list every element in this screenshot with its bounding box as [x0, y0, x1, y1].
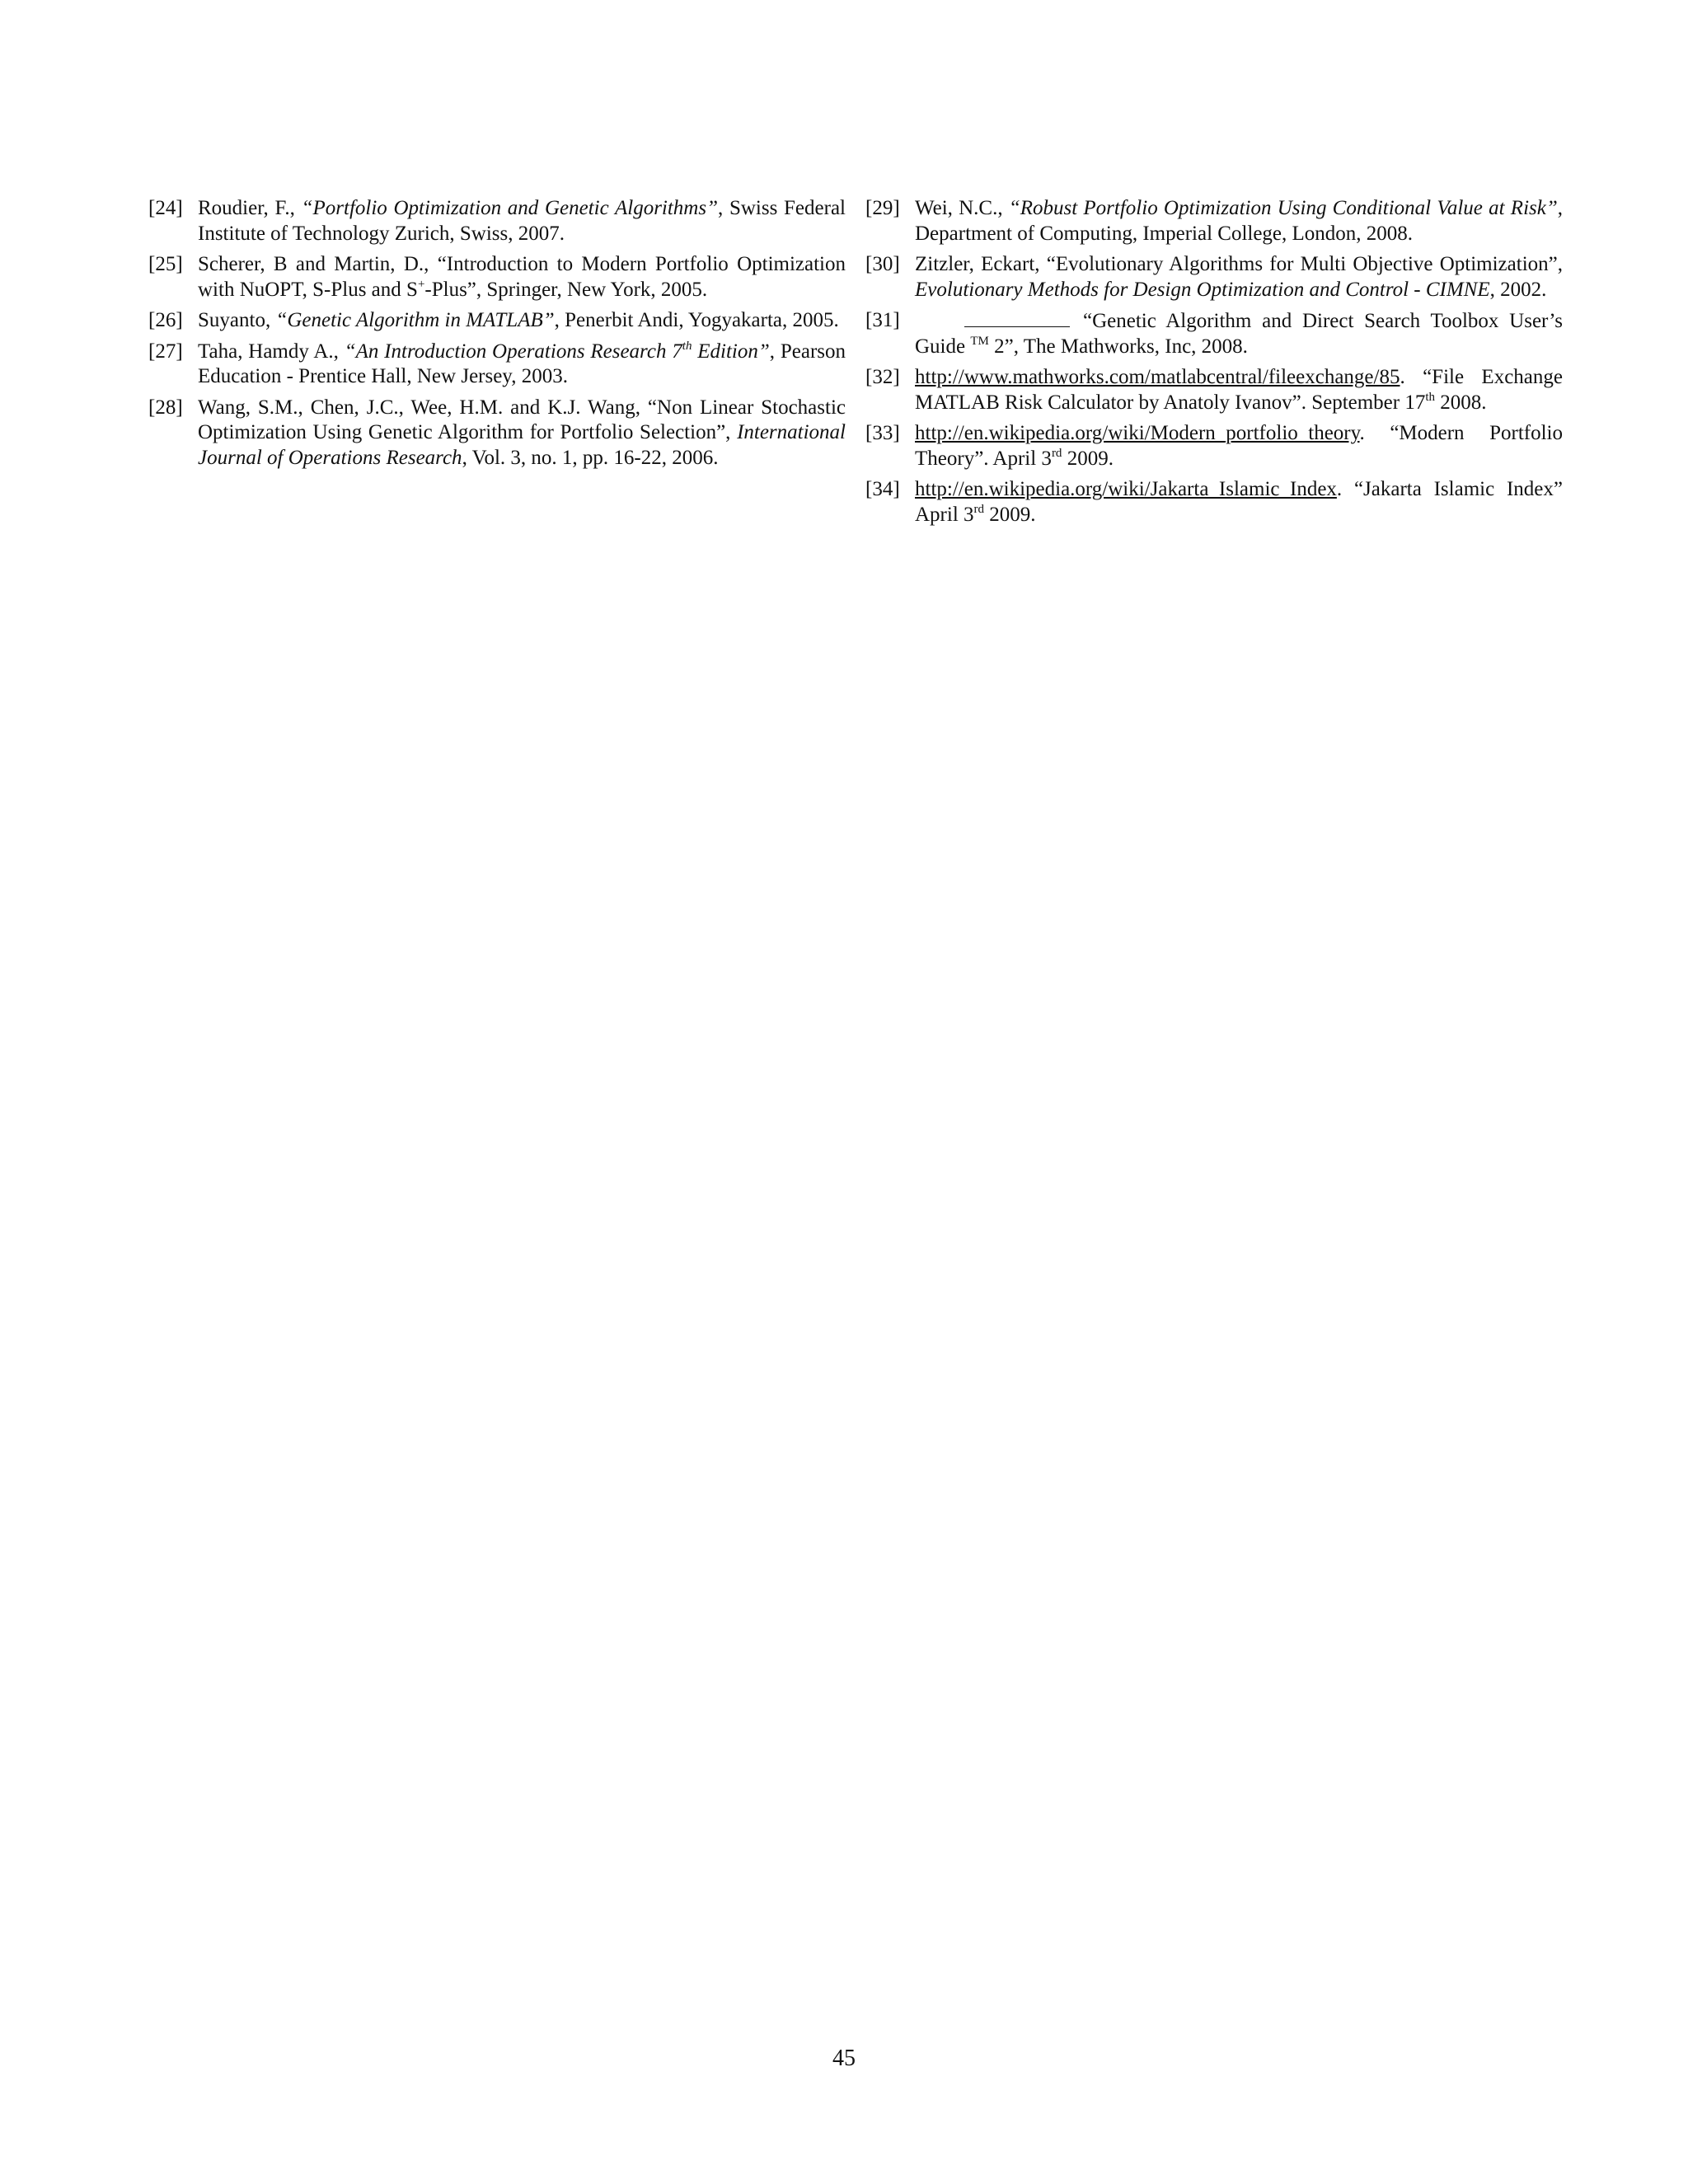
reference-30: [865, 252, 1563, 302]
reference-title: “Genetic Algorithm in MATLAB”: [275, 309, 555, 331]
superscript: +: [417, 277, 425, 291]
reference-text: http://en.wikipedia.org/wiki/Modern_portfolio_theory. “Modern Portfolio Theory”. April 3rd 2009.: [915, 422, 1563, 470]
reference-number: [30]: [865, 253, 900, 275]
reference-32: [865, 365, 1563, 415]
reference-number: [26]: [148, 309, 183, 331]
reference-text: “Genetic Algorithm and Direct Search Toolbox User’s Guide ™ 2”, The Mathworks, Inc, 2008.: [915, 310, 1563, 358]
reference-number: [29]: [865, 197, 900, 219]
reference-33: [865, 421, 1563, 471]
superscript: rd: [1051, 446, 1062, 460]
reference-link[interactable]: http://www.mathworks.com/matlabcentral/fileexchange/85: [915, 366, 1400, 388]
reference-24: [148, 196, 846, 246]
reference-number: [25]: [148, 253, 183, 275]
reference-text: http://www.mathworks.com/matlabcentral/fileexchange/85. “File Exchange MATLAB Risk Calculator by Anatoly Ivanov”. September 17th 2008.: [915, 366, 1563, 414]
reference-26: [148, 308, 846, 334]
reference-number: [28]: [148, 396, 183, 419]
reference-number: [34]: [865, 478, 900, 500]
reference-title: “Robust Portfolio Optimization Using Conditional Value at Risk”: [1008, 197, 1558, 219]
reference-journal: Evolutionary Methods for Design Optimization and Control - CIMNE: [915, 278, 1490, 301]
reference-number: [31]: [865, 309, 900, 331]
reference-link[interactable]: http://en.wikipedia.org/wiki/Modern_portfolio_theory: [915, 422, 1360, 444]
author-blank-line: [964, 308, 1070, 327]
reference-number: [33]: [865, 422, 900, 444]
reference-link[interactable]: http://en.wikipedia.org/wiki/Jakarta_Islamic_Index: [915, 478, 1337, 500]
references-left-column: [148, 196, 846, 476]
reference-number: [27]: [148, 340, 183, 363]
reference-31: [865, 308, 1563, 359]
references-right-column: [865, 196, 1563, 533]
reference-number: [32]: [865, 366, 900, 388]
reference-text: Roudier, F., “Portfolio Optimization and Genetic Algorithms”, Swiss Federal Institute of Technology Zurich, Swiss, 2007.: [198, 197, 846, 245]
superscript: rd: [973, 502, 985, 516]
reference-text: Wei, N.C., “Robust Portfolio Optimization Using Conditional Value at Risk”, Department of Computing, Imperial College, London, 2008.: [915, 197, 1563, 245]
reference-29: [865, 196, 1563, 246]
reference-27: [148, 340, 846, 390]
reference-text: Wang, S.M., Chen, J.C., Wee, H.M. and K.J. Wang, “Non Linear Stochastic Optimization Using Genetic Algorithm for Portfolio Selection”, International Journal of Operations Research, Vol. 3, no. 1, pp. 16-22, 2006.: [198, 396, 846, 469]
reference-text: Taha, Hamdy A., “An Introduction Operations Research 7th Edition”, Pearson Education - Prentice Hall, New Jersey, 2003.: [198, 339, 846, 387]
page-number: 45: [832, 2046, 856, 2071]
reference-title: “Portfolio Optimization and Genetic Algorithms”: [301, 197, 718, 219]
superscript: th: [682, 339, 692, 353]
reference-journal: International Journal of Operations Research: [198, 421, 846, 469]
superscript: TM: [970, 334, 989, 348]
reference-34: [865, 477, 1563, 527]
reference-text: http://en.wikipedia.org/wiki/Jakarta_Islamic_Index. “Jakarta Islamic Index” April 3rd 2009.: [915, 478, 1563, 526]
reference-text: Zitzler, Eckart, “Evolutionary Algorithms for Multi Objective Optimization”, Evolutionary Methods for Design Optimization and Control - CIMNE, 2002.: [915, 253, 1563, 301]
reference-28: [148, 396, 846, 471]
superscript: th: [1425, 390, 1436, 404]
reference-number: [24]: [148, 197, 183, 219]
reference-text: Scherer, B and Martin, D., “Introduction to Modern Portfolio Optimization with NuOPT, S-Plus and S+-Plus”, Springer, New York, 2005.: [198, 253, 846, 301]
reference-text: Suyanto, “Genetic Algorithm in MATLAB”, Penerbit Andi, Yogyakarta, 2005.: [198, 309, 839, 331]
reference-25: [148, 252, 846, 302]
reference-title: “An Introduction Operations Research 7th Edition”: [344, 339, 770, 363]
